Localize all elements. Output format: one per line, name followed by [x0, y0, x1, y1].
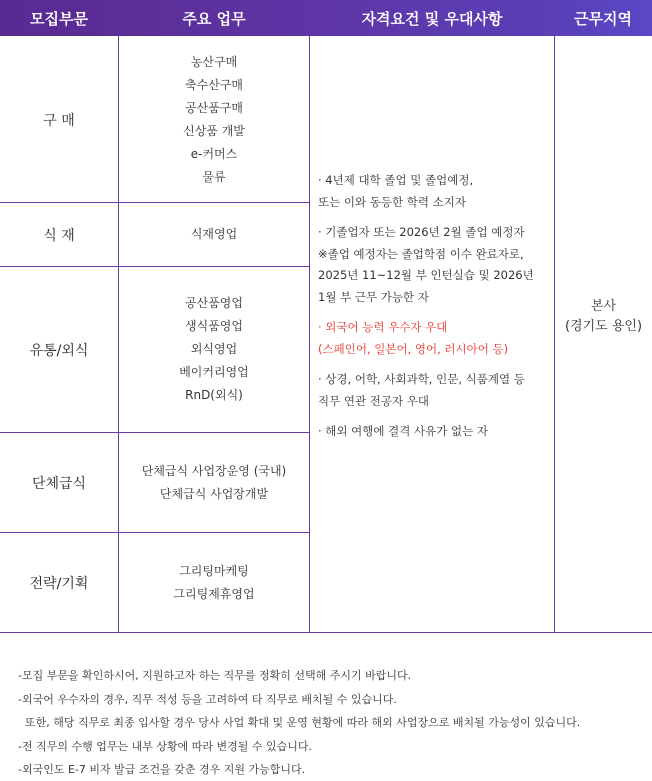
qualification-travel [318, 421, 554, 443]
qualification-line: 또는 이와 동등한 학력 소지자 [318, 194, 466, 209]
note-line: -모집 부문을 확인하시어, 지원하고자 하는 직무를 정확히 선택해 주시기 바랍니다. [18, 669, 412, 682]
note-line: -전 직무의 수행 업무는 내부 상황에 따라 변경될 수 있습니다. [18, 739, 312, 753]
duty-item: 공산품구매 [185, 100, 243, 115]
duty-item: 생식품영업 [185, 319, 243, 333]
qualifications-cell [310, 170, 554, 443]
qualification-line: · 기졸업자 또는 2026년 2월 졸업 예정자 [318, 225, 525, 239]
qualification-line: ※졸업 예정자는 졸업학점 이수 완료자로, [318, 246, 524, 261]
qualification-line: 1월 부 근무 가능한 자 [318, 289, 429, 304]
duties-group-catering [119, 433, 309, 532]
qualification-line: (스페인어, 일본어, 영어, 러시아어 등) [318, 341, 509, 356]
category-distribution: 유통/외식 [29, 342, 89, 359]
qualification-graduation [318, 222, 554, 308]
note-line: -외국어 우수자의 경우, 직무 적성 등을 고려하여 타 직무로 배치될 수 있습니다. [18, 692, 397, 706]
duty-item: 단체급식 사업장개발 [159, 486, 269, 501]
qualification-line: · 외국어 능력 우수자 우대 [318, 320, 448, 334]
duty-item: 물류 [202, 169, 226, 184]
category-purchasing: 구 매 [43, 112, 75, 129]
note-line: 또한, 해당 직무로 최종 입사할 경우 당사 사업 확대 및 운영 현황에 따라 해외 사업장으로 배치될 가능성이 있습니다. [18, 716, 581, 729]
duty-item: 베이커리영업 [179, 365, 249, 379]
qualification-major-preference [318, 369, 554, 412]
location-name: 본사 [590, 299, 617, 314]
duty-item: 그리팅마케팅 [179, 563, 249, 578]
duty-item: 외식영업 [190, 342, 238, 356]
duty-item: 공산품영업 [185, 296, 243, 310]
header-qualifications: 자격요건 및 우대사항 [310, 0, 554, 36]
notes-section [18, 664, 580, 781]
duty-item: e-커머스 [190, 146, 238, 161]
duty-item: 식재영업 [190, 227, 238, 241]
header-location: 근무지역 [554, 0, 652, 36]
location-detail: (경기도 용인) [564, 319, 643, 334]
qualification-line: 직무 연관 전공자 우대 [318, 393, 429, 408]
duty-item: 단체급식 사업장운영 (국내) [141, 463, 287, 478]
qualification-line: · 해외 여행에 결격 사유가 없는 자 [318, 424, 489, 438]
duties-purchasing [119, 37, 309, 202]
header-duties: 주요 업무 [118, 0, 310, 36]
location-cell [555, 297, 652, 337]
duty-item: 신상품 개발 [183, 123, 245, 138]
header-department: 모집부문 [0, 0, 118, 36]
duties-ingredients [119, 203, 309, 266]
qualification-degree [318, 170, 554, 213]
category-group-catering: 단체급식 [31, 475, 87, 492]
duty-item: RnD(외식) [185, 388, 243, 402]
qualification-line: 2025년 11~12월 부 인턴실습 및 2026년 [318, 268, 534, 282]
duty-item: 그리팅제휴영업 [173, 586, 255, 601]
category-strategy: 전략/기획 [29, 575, 89, 592]
qualification-line: · 상경, 어학, 사회과학, 인문, 식품계열 등 [318, 372, 525, 386]
duty-item: 농산구매 [190, 54, 238, 69]
duty-item: 축수산구매 [185, 77, 243, 92]
table-bottom-border [0, 632, 652, 633]
duties-distribution [119, 267, 309, 432]
qualification-language-preference [318, 317, 554, 360]
duties-strategy [119, 533, 309, 632]
category-ingredients: 식 재 [43, 227, 75, 244]
qualification-line: · 4년제 대학 졸업 및 졸업예정, [318, 173, 474, 187]
note-line: -외국인도 E-7 비자 발급 조건을 갖춘 경우 지원 가능합니다. [18, 763, 306, 776]
